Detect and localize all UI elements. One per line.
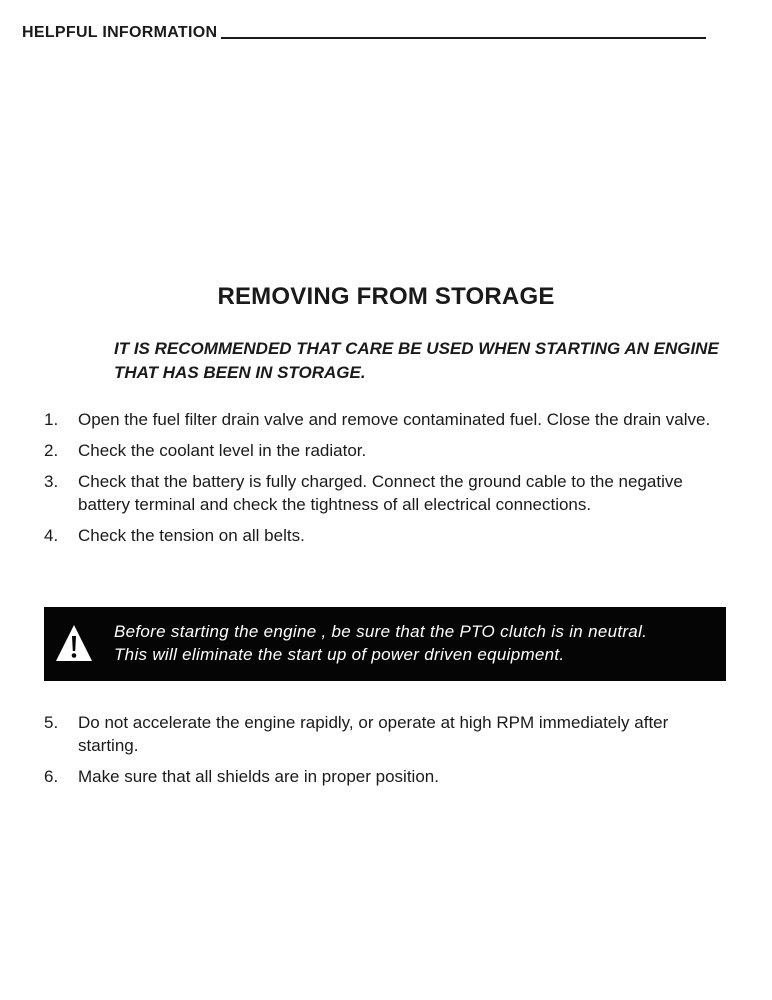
step-number: 4. — [44, 526, 59, 545]
step-text: Make sure that all shields are in proper position. — [78, 767, 439, 786]
warning-line-2: This will eliminate the start up of power driven equipment. — [114, 645, 565, 664]
list-item — [0, 765, 772, 788]
section-title: REMOVING FROM STORAGE — [217, 283, 555, 310]
list-item — [0, 408, 772, 431]
warning-line-1: Before starting the engine , be sure that the PTO clutch is in neutral. — [114, 622, 648, 641]
step-text: Check the coolant level in the radiator. — [78, 441, 367, 460]
step-text: Check that the battery is fully charged. Connect the ground cable to the negative battery terminal and check the tightness of all electrical connections. — [78, 472, 683, 514]
step-text: Do not accelerate the engine rapidly, or operate at high RPM immediately after starting. — [78, 713, 669, 755]
storage-recommendation: IT IS RECOMMENDED THAT CARE BE USED WHEN STARTING AN ENGINE THAT HAS BEEN IN STORAGE. — [114, 339, 719, 382]
step-text: Open the fuel filter drain valve and remove contaminated fuel. Close the drain valve. — [78, 410, 711, 429]
step-number: 6. — [44, 767, 59, 786]
list-item — [0, 439, 772, 462]
step-number: 5. — [44, 713, 59, 732]
list-item — [0, 470, 772, 516]
warning-box — [44, 607, 726, 681]
step-number: 3. — [44, 472, 59, 491]
step-number: 2. — [44, 441, 59, 460]
steps-list-after-warning — [0, 711, 772, 796]
steps-list-before-warning — [0, 408, 772, 555]
warning-message — [114, 620, 719, 666]
warning-triangle-icon — [54, 623, 94, 663]
header-label: HELPFUL INFORMATION — [22, 24, 218, 41]
page-header — [22, 24, 706, 42]
step-number: 1. — [44, 410, 59, 429]
header-rule — [221, 37, 706, 39]
list-item — [0, 524, 772, 547]
step-text: Check the tension on all belts. — [78, 526, 305, 545]
list-item — [0, 711, 772, 757]
